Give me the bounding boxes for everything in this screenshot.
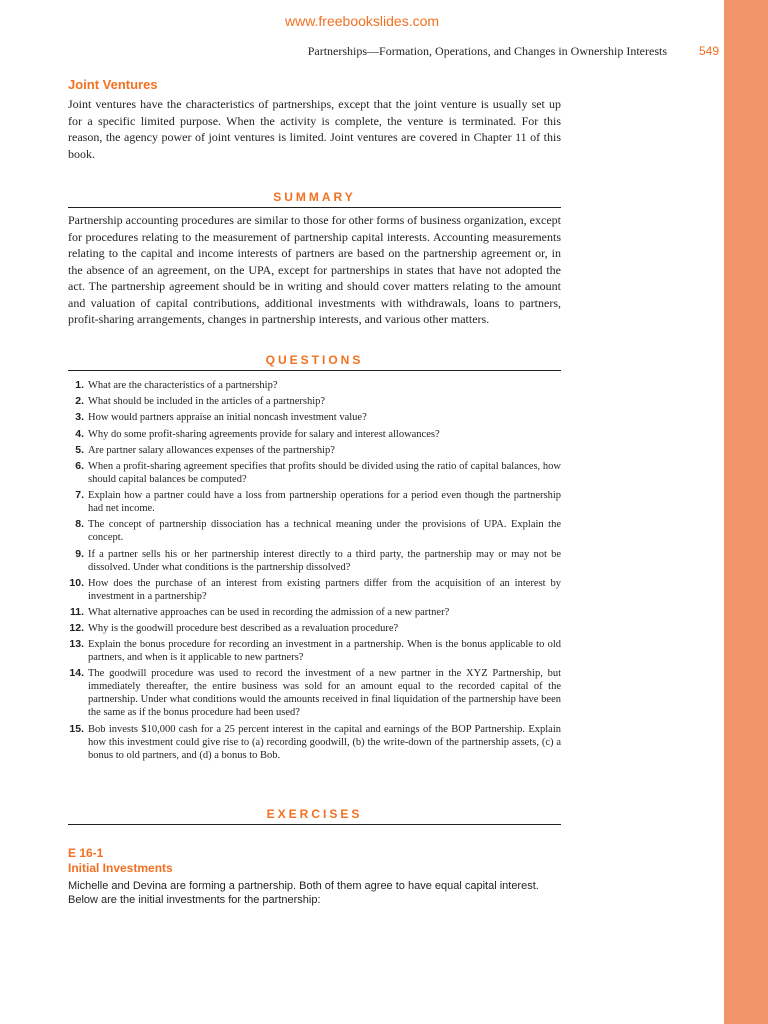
question-number: 6. <box>75 459 84 472</box>
question-number: 3. <box>75 411 84 424</box>
question-number: 12. <box>69 622 84 635</box>
question-text: The concept of partnership dissociation has a technical meaning under the provisions of UPA. Explain the concept. <box>88 519 561 544</box>
joint-ventures-paragraph: Joint ventures have the characteristics of partnerships, except that the joint venture is usually set up for a specific limited purpose. When the activity is complete, the venture is terminated. For this reason, the agency power of joint ventures is limited. Joint ventures are covered in Chapter 11 of this book. <box>68 97 561 161</box>
question-text: What alternative approaches can be used in recording the admission of a new partner? <box>88 606 450 618</box>
question-item <box>68 723 561 762</box>
question-text: How does the purchase of an interest from existing partners differ from the acquisition of an interest by investment in a partnership? <box>88 577 561 602</box>
question-number: 1. <box>75 379 84 391</box>
question-text: How would partners appraise an initial noncash investment value? <box>88 412 367 424</box>
questions-list <box>68 379 561 765</box>
question-item <box>68 395 561 408</box>
exercise-title: Initial Investments <box>68 861 173 875</box>
exercises-heading: EXERCISES <box>68 806 561 825</box>
exercise-code: E 16-1 <box>68 846 104 860</box>
question-text: Explain how a partner could have a loss from partnership operations for a period even though the partnership had net income. <box>88 490 561 515</box>
question-number: 14. <box>69 667 84 680</box>
question-number: 5. <box>75 443 84 456</box>
question-item <box>68 460 561 486</box>
joint-ventures-title: Joint Ventures <box>68 77 158 92</box>
question-item <box>68 622 561 635</box>
summary-paragraph: Partnership accounting procedures are similar to those for other forms of business organization, except for procedures relating to the measurement of partnership capital interests. Accounting measurements relating to the capital and income interests of partners are based on the partnership agreement or, in the absence of an agreement, on the UPA, except for partnerships in states that have not adopted the act. The partnership agreement should be in writing and should cover matters relating to the amount and valuation of capital contributions, additional investments with withdrawals, loans to partners, profit-sharing arrangements, changes in partnership interests, and various other matters. <box>68 213 561 326</box>
question-item <box>68 379 561 392</box>
question-number: 10. <box>69 576 84 589</box>
question-text: Why do some profit-sharing agreements provide for salary and interest allowances? <box>88 428 440 440</box>
question-text: Why is the goodwill procedure best described as a revaluation procedure? <box>88 623 399 635</box>
running-head: Partnerships—Formation, Operations, and Changes in Ownership Interests <box>307 44 667 58</box>
exercise-paragraph: Michelle and Devina are forming a partnership. Both of them agree to have equal capital interest. Below are the initial investments for the partnership: <box>68 880 539 906</box>
question-item <box>68 444 561 457</box>
questions-heading: QUESTIONS <box>68 352 561 371</box>
question-item <box>68 577 561 603</box>
summary-heading: SUMMARY <box>68 189 561 208</box>
question-item <box>68 667 561 719</box>
question-item <box>68 606 561 619</box>
question-text: When a profit-sharing agreement specifies that profits should be divided using the ratio of capital balances, how should capital balances be computed? <box>88 460 561 485</box>
question-item <box>68 548 561 574</box>
question-number: 7. <box>75 489 84 502</box>
question-number: 8. <box>75 518 84 531</box>
question-number: 13. <box>69 638 84 651</box>
question-item <box>68 411 561 424</box>
question-text: What are the characteristics of a partnership? <box>88 380 278 391</box>
question-text: Bob invests $10,000 cash for a 25 percent interest in the capital and earnings of the BOP Partnership. Explain how this investment could give rise to (a) recording goodwill, (b) the write-down of the partnership assets, (c) a bonus to old partners, and (d) a bonus to Bob. <box>88 723 561 761</box>
question-text: What should be included in the articles of a partnership? <box>88 396 326 408</box>
question-item <box>68 638 561 664</box>
question-text: Explain the bonus procedure for recording an investment in a partnership. When is the bonus applicable to old partners, and when is it applicable to new partners? <box>88 639 561 664</box>
question-item <box>68 428 561 441</box>
page-number: 549 <box>698 44 719 58</box>
site-url[interactable]: www.freebookslides.com <box>284 13 440 29</box>
question-text: Are partner salary allowances expenses of the partnership? <box>88 444 335 456</box>
question-number: 2. <box>75 395 84 408</box>
side-color-bar <box>724 0 768 1024</box>
question-item <box>68 489 561 515</box>
question-number: 4. <box>75 427 84 440</box>
question-number: 9. <box>75 547 84 560</box>
question-number: 15. <box>69 722 84 735</box>
question-text: If a partner sells his or her partnership interest directly to a third party, the partnership may or may not be dissolved. Under what conditions is the partnership dissolved? <box>88 548 561 573</box>
question-text: The goodwill procedure was used to record the investment of a new partner in the XYZ Partnership, but immediately thereafter, the entire business was sold for an amount equal to the recorded capital of the partnership. Under what conditions would the amounts received in final liquidation of the partnership have been the same as if the bonus procedure had been used? <box>88 668 561 719</box>
question-number: 11. <box>69 605 84 618</box>
question-item <box>68 518 561 544</box>
